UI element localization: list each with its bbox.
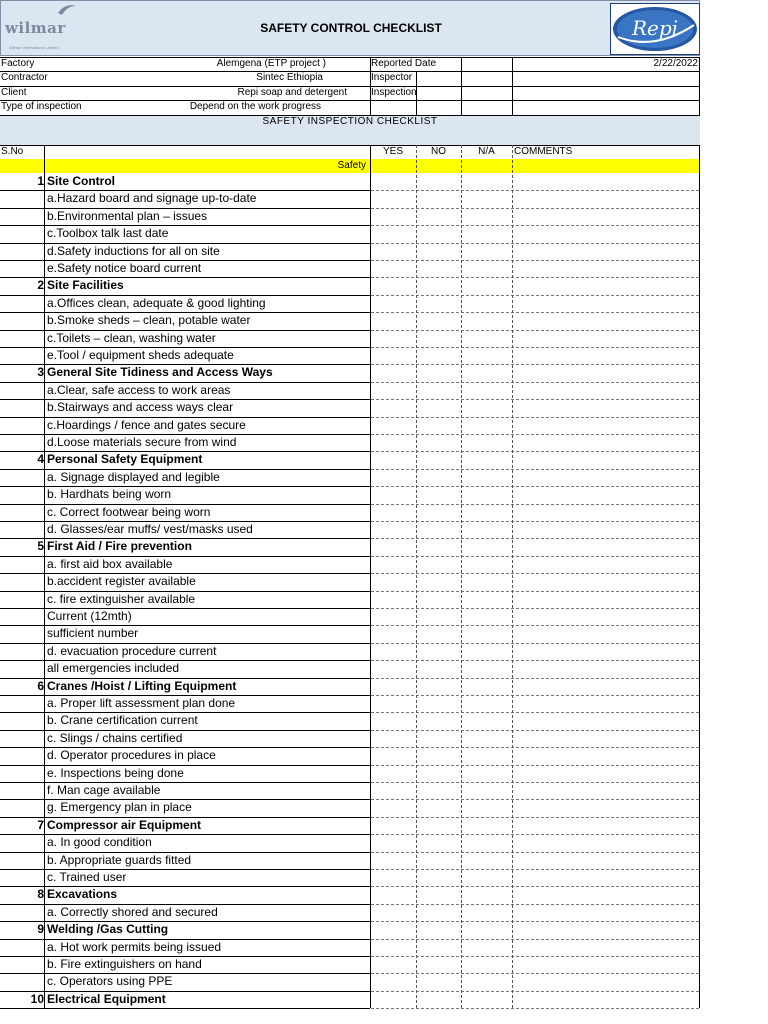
title-band (0, 0, 700, 56)
row-separator-dashed (371, 521, 699, 522)
row-separator-dashed (371, 277, 699, 278)
repi-logo-text: Repi (631, 16, 679, 40)
row-item-text: c. Trained user (47, 870, 127, 884)
row-separator-dashed (371, 190, 699, 191)
col-divider-dashed (512, 145, 513, 1008)
row-item-text: a.Clear, safe access to work areas (47, 382, 231, 397)
row-separator-dashed (371, 765, 699, 766)
row-item-text: e.Safety notice board current (47, 261, 202, 275)
row-heading-text: Welding /Gas Cutting (47, 922, 169, 937)
factory-value: Alemgena (ETP project ) (216, 58, 326, 69)
row-number: 2 (37, 278, 44, 293)
column-header-sno: S.No (1, 146, 24, 157)
row-number: 9 (37, 922, 44, 937)
client-value: Repi soap and detergent (237, 87, 347, 98)
row-separator-dashed (371, 225, 699, 226)
row-item-text: b.accident register available (47, 574, 196, 589)
row-separator-dashed (371, 834, 699, 835)
row-heading-text: Personal Safety Equipment (47, 452, 203, 467)
row-item-text: g. Emergency plan in place (47, 800, 192, 815)
row-item-text: a. In good condition (47, 835, 152, 850)
row-number: 10 (30, 991, 44, 1006)
row-separator-dashed (371, 608, 699, 609)
row-separator-dashed (371, 799, 699, 800)
row-separator-dashed (371, 939, 699, 940)
row-item-text: c.Hoardings / fence and gates secure (47, 417, 246, 432)
inspection-label: Inspection (371, 87, 417, 98)
row-heading-text: Site Facilities (47, 278, 124, 293)
row-separator-dashed (371, 1008, 699, 1009)
row-separator-dashed (371, 434, 699, 435)
row-item-text: d. Glasses/ear muffs/ vest/masks used (47, 522, 253, 536)
wilmar-logo-text: wilmar (5, 19, 66, 37)
row-number: 1 (37, 174, 44, 188)
inspection-type-value: Depend on the work progress (189, 101, 321, 112)
row-item-text: a. first aid box available (47, 556, 173, 571)
row-number: 8 (37, 887, 44, 902)
document-title: SAFETY CONTROL CHECKLIST (260, 21, 442, 35)
row-heading-text: Compressor air Equipment (47, 817, 202, 832)
row-item-text: all emergencies included (47, 661, 180, 676)
category-label: Safety (337, 160, 366, 171)
row-item-text: c. Correct footwear being worn (47, 504, 211, 519)
row-separator-dashed (371, 678, 699, 679)
row-heading-text: Site Control (47, 174, 115, 188)
row-number: 4 (37, 452, 44, 467)
row-heading-text: First Aid / Fire prevention (47, 539, 192, 554)
row-separator-dashed (371, 869, 699, 870)
row-separator-dashed (371, 730, 699, 731)
row-item-text: a. Proper lift assessment plan done (47, 696, 236, 710)
row-number: 6 (37, 678, 44, 693)
row-item-text: b.Stairways and access ways clear (47, 400, 234, 415)
section-title: SAFETY INSPECTION CHECKLIST (262, 116, 438, 127)
row-item-text: c. Slings / chains certified (47, 730, 183, 745)
repi-logo (610, 3, 700, 55)
reported-date-value: 2/22/2022 (653, 58, 698, 69)
row-heading-text: Cranes /Hoist / Lifting Equipment (47, 678, 237, 693)
col-divider (44, 145, 45, 1008)
row-separator-dashed (371, 382, 699, 383)
row-item-text: e. Inspections being done (47, 765, 184, 780)
row-item-text: b.Environmental plan – issues (47, 208, 208, 223)
row-item-text: d. Operator procedures in place (47, 748, 216, 763)
row-separator-dashed (371, 399, 699, 400)
row-separator-dashed (371, 643, 699, 644)
row-separator-dashed (371, 504, 699, 505)
row-separator-dashed (371, 486, 699, 487)
wilmar-swoosh-icon (57, 3, 77, 17)
inspection-type-label: Type of inspection (1, 101, 82, 112)
row-separator-dashed (371, 956, 699, 957)
column-header-no: NO (431, 146, 446, 157)
row-heading-text: General Site Tidiness and Access Ways (47, 365, 273, 380)
row-item-text: a.Hazard board and signage up-to-date (47, 191, 257, 206)
row-item-text: d.Safety inductions for all on site (47, 243, 220, 258)
client-label: Client (1, 87, 27, 98)
row-separator-dashed (371, 573, 699, 574)
row-separator-dashed (371, 312, 699, 313)
row-item-text: c.Toilets – clean, washing water (47, 330, 216, 345)
row-item-text: b. Hardhats being worn (47, 487, 172, 502)
row-separator-dashed (371, 817, 699, 818)
row-separator-dashed (371, 886, 699, 887)
row-separator-dashed (371, 695, 699, 696)
row-item-text: d.Loose materials secure from wind (47, 435, 237, 449)
row-separator-dashed (371, 417, 699, 418)
row-separator-dashed (371, 921, 699, 922)
row-separator-dashed (371, 904, 699, 905)
row-item-text: c. fire extinguisher available (47, 591, 196, 606)
row-separator-dashed (371, 712, 699, 713)
row-item-text: d. evacuation procedure current (47, 643, 217, 658)
contractor-label: Contractor (1, 72, 48, 83)
row-item-text: c.Toolbox talk last date (47, 226, 169, 241)
column-header-comments: COMMENTS (514, 146, 573, 157)
row-separator-dashed (371, 782, 699, 783)
row-separator-dashed (371, 295, 699, 296)
col-divider (370, 145, 371, 1008)
col-divider-dashed (416, 145, 417, 1008)
row-item-text: a. Hot work permits being issued (47, 939, 222, 954)
row-item-text: c. Operators using PPE (47, 974, 173, 989)
row-heading-text: Electrical Equipment (47, 991, 166, 1006)
row-item-text: sufficient number (47, 626, 139, 641)
row-separator-dashed (371, 625, 699, 626)
row-item-text: b.Smoke sheds – clean, potable water (47, 313, 251, 328)
factory-label: Factory (1, 58, 35, 69)
col-divider-dashed (461, 145, 462, 1008)
row-heading-text: Excavations (47, 887, 118, 902)
row-item-text: b. Crane certification current (47, 713, 198, 728)
row-separator-dashed (371, 660, 699, 661)
row-separator-dashed (371, 469, 699, 470)
row-separator-dashed (371, 991, 699, 992)
column-header-yes: YES (382, 146, 403, 157)
row-separator-dashed (371, 556, 699, 557)
row-item-text: Current (12mth) (47, 609, 132, 623)
row-separator-dashed (371, 852, 699, 853)
row-number: 5 (37, 539, 44, 554)
row-number: 3 (37, 365, 44, 380)
row-separator-dashed (371, 364, 699, 365)
row-separator-dashed (371, 973, 699, 974)
row-item-text: a.Offices clean, adequate & good lighting (47, 295, 266, 310)
row-separator-dashed (371, 347, 699, 348)
row-separator-dashed (371, 747, 699, 748)
row-item-text: e.Tool / equipment sheds adequate (47, 348, 234, 362)
reported-date-label: Reported Date (371, 58, 437, 69)
row-item-text: b. Appropriate guards fitted (47, 852, 192, 867)
wilmar-logo-tagline: Wilmar International Limited (9, 45, 59, 50)
row-item-text: b. Fire extinguishers on hand (47, 957, 202, 971)
row-separator-dashed (371, 330, 699, 331)
row-item-text: f. Man cage available (47, 783, 161, 797)
row-number: 7 (37, 817, 44, 832)
row-separator-dashed (371, 260, 699, 261)
row-separator (0, 1008, 370, 1009)
row-separator-dashed (371, 591, 699, 592)
column-header-na: N/A (478, 146, 495, 157)
row-separator-dashed (371, 208, 699, 209)
contractor-value: Sintec Ethiopia (256, 72, 323, 83)
row-item-text: a. Correctly shored and secured (47, 904, 218, 919)
col-divider (699, 145, 700, 1008)
row-separator-dashed (371, 243, 699, 244)
row-item-text: a. Signage displayed and legible (47, 469, 220, 484)
row-separator-dashed (371, 451, 699, 452)
inspector-label: Inspector (371, 72, 413, 83)
row-separator-dashed (371, 538, 699, 539)
